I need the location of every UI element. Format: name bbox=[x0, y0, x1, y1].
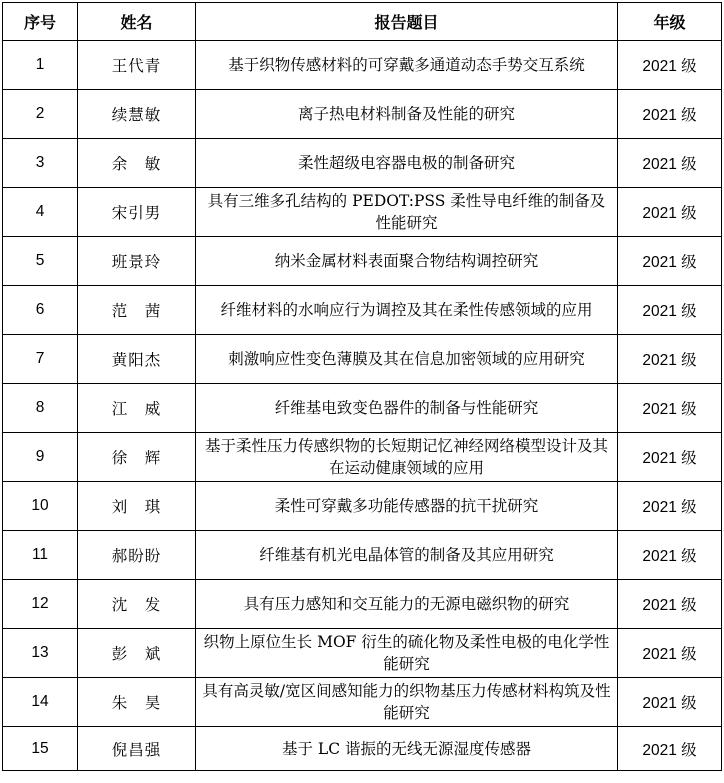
table-row bbox=[3, 139, 722, 188]
row-year: 2021 级 bbox=[618, 335, 722, 384]
row-no: 15 bbox=[3, 727, 78, 771]
row-year: 2021 级 bbox=[618, 384, 722, 433]
row-year: 2021 级 bbox=[618, 531, 722, 580]
table-row bbox=[3, 90, 722, 139]
row-no: 9 bbox=[3, 433, 78, 482]
row-name: 江 威 bbox=[78, 384, 196, 433]
row-title: 纤维基有机光电晶体管的制备及其应用研究 bbox=[196, 531, 618, 580]
row-no: 2 bbox=[3, 90, 78, 139]
row-title: 刺激响应性变色薄膜及其在信息加密领域的应用研究 bbox=[196, 335, 618, 384]
row-name: 郝盼盼 bbox=[78, 531, 196, 580]
row-year: 2021 级 bbox=[618, 286, 722, 335]
row-title: 柔性超级电容器电极的制备研究 bbox=[196, 139, 618, 188]
report-schedule-table bbox=[2, 2, 722, 771]
row-year: 2021 级 bbox=[618, 41, 722, 90]
table-header bbox=[3, 3, 722, 41]
row-title: 离子热电材料制备及性能的研究 bbox=[196, 90, 618, 139]
table-row bbox=[3, 629, 722, 678]
row-title: 纤维基电致变色器件的制备与性能研究 bbox=[196, 384, 618, 433]
row-title: 织物上原位生长 MOF 衍生的硫化物及柔性电极的电化学性能研究 bbox=[196, 629, 618, 678]
table-row bbox=[3, 580, 722, 629]
row-name: 徐 辉 bbox=[78, 433, 196, 482]
row-name: 沈 发 bbox=[78, 580, 196, 629]
row-no: 7 bbox=[3, 335, 78, 384]
row-year: 2021 级 bbox=[618, 629, 722, 678]
table-body bbox=[3, 41, 722, 771]
row-year: 2021 级 bbox=[618, 433, 722, 482]
row-no: 11 bbox=[3, 531, 78, 580]
header-title: 报告题目 bbox=[196, 3, 618, 41]
table-row bbox=[3, 237, 722, 286]
row-title: 纤维材料的水响应行为调控及其在柔性传感领域的应用 bbox=[196, 286, 618, 335]
row-title: 基于 LC 谐振的无线无源湿度传感器 bbox=[196, 727, 618, 771]
row-no: 12 bbox=[3, 580, 78, 629]
row-title: 具有高灵敏/宽区间感知能力的织物基压力传感材料构筑及性能研究 bbox=[196, 678, 618, 727]
row-name: 余 敏 bbox=[78, 139, 196, 188]
row-name: 续慧敏 bbox=[78, 90, 196, 139]
row-year: 2021 级 bbox=[618, 482, 722, 531]
row-year: 2021 级 bbox=[618, 237, 722, 286]
row-name: 黄阳杰 bbox=[78, 335, 196, 384]
row-year: 2021 级 bbox=[618, 139, 722, 188]
row-no: 1 bbox=[3, 41, 78, 90]
row-name: 宋引男 bbox=[78, 188, 196, 237]
row-title: 纳米金属材料表面聚合物结构调控研究 bbox=[196, 237, 618, 286]
row-name: 倪昌强 bbox=[78, 727, 196, 771]
table-row bbox=[3, 727, 722, 771]
row-name: 刘 琪 bbox=[78, 482, 196, 531]
row-no: 4 bbox=[3, 188, 78, 237]
table-row bbox=[3, 188, 722, 237]
row-title: 基于柔性压力传感织物的长短期记忆神经网络模型设计及其在运动健康领域的应用 bbox=[196, 433, 618, 482]
row-name: 班景玲 bbox=[78, 237, 196, 286]
table-row bbox=[3, 531, 722, 580]
row-year: 2021 级 bbox=[618, 188, 722, 237]
row-no: 13 bbox=[3, 629, 78, 678]
table-row bbox=[3, 335, 722, 384]
row-no: 8 bbox=[3, 384, 78, 433]
row-no: 3 bbox=[3, 139, 78, 188]
table-row bbox=[3, 678, 722, 727]
row-name: 朱 昊 bbox=[78, 678, 196, 727]
row-no: 14 bbox=[3, 678, 78, 727]
header-no: 序号 bbox=[3, 3, 78, 41]
table-row bbox=[3, 286, 722, 335]
row-name: 王代青 bbox=[78, 41, 196, 90]
row-name: 彭 斌 bbox=[78, 629, 196, 678]
row-year: 2021 级 bbox=[618, 90, 722, 139]
row-year: 2021 级 bbox=[618, 580, 722, 629]
table-row bbox=[3, 41, 722, 90]
table-row bbox=[3, 482, 722, 531]
row-title: 柔性可穿戴多功能传感器的抗干扰研究 bbox=[196, 482, 618, 531]
row-title: 具有压力感知和交互能力的无源电磁织物的研究 bbox=[196, 580, 618, 629]
row-name: 范 茜 bbox=[78, 286, 196, 335]
header-row bbox=[3, 3, 722, 41]
row-year: 2021 级 bbox=[618, 727, 722, 771]
row-no: 6 bbox=[3, 286, 78, 335]
row-year: 2021 级 bbox=[618, 678, 722, 727]
table-row bbox=[3, 433, 722, 482]
table-row bbox=[3, 384, 722, 433]
header-year: 年级 bbox=[618, 3, 722, 41]
row-no: 10 bbox=[3, 482, 78, 531]
header-name: 姓名 bbox=[78, 3, 196, 41]
row-title: 基于织物传感材料的可穿戴多通道动态手势交互系统 bbox=[196, 41, 618, 90]
row-title: 具有三维多孔结构的 PEDOT:PSS 柔性导电纤维的制备及性能研究 bbox=[196, 188, 618, 237]
row-no: 5 bbox=[3, 237, 78, 286]
